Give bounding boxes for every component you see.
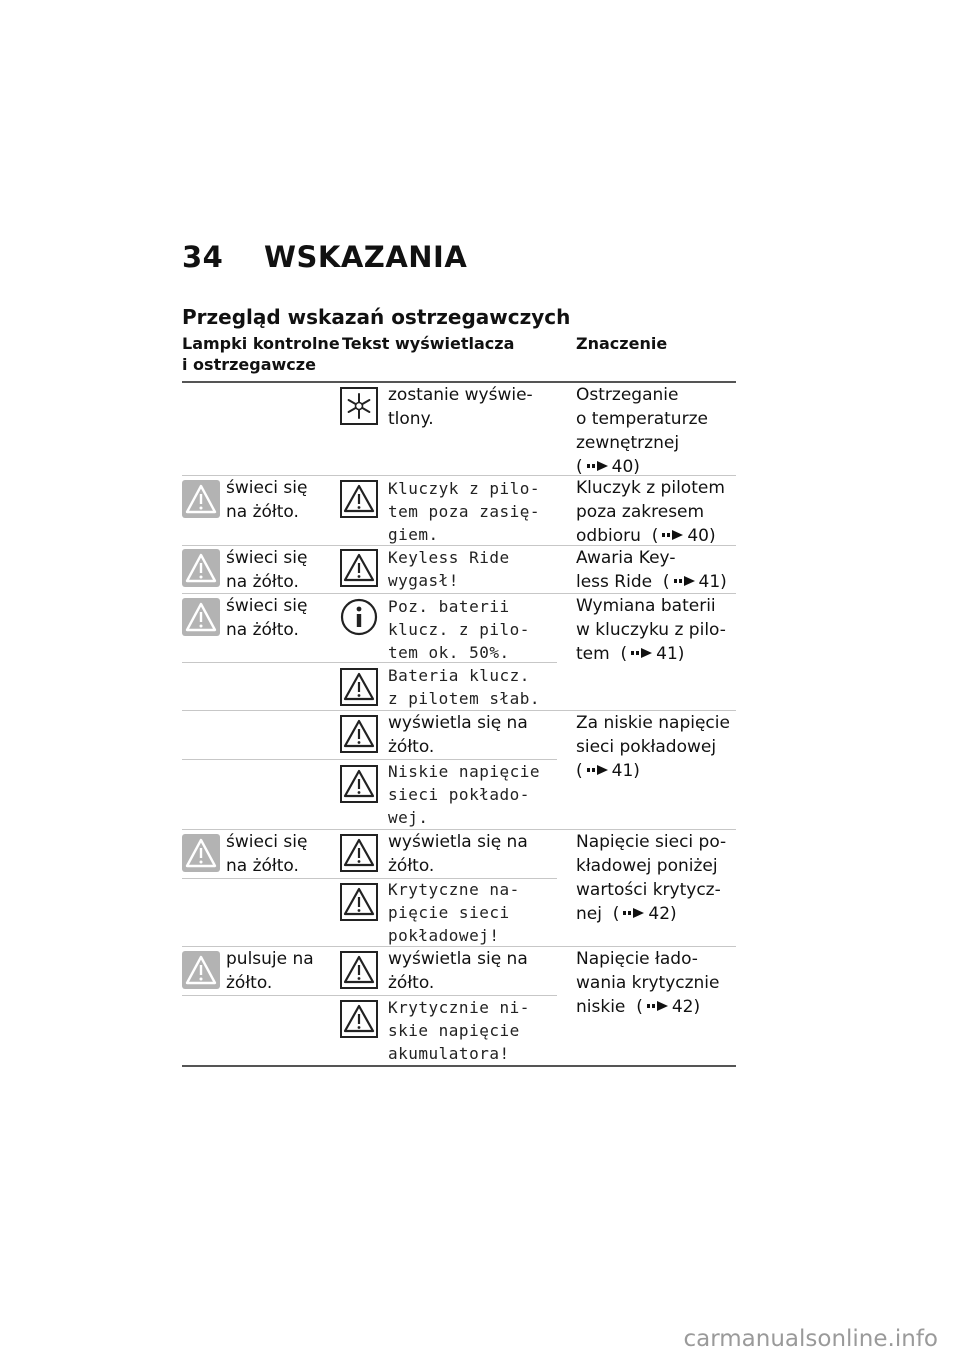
warning-lamp-icon [182, 480, 220, 518]
warning-lamp-icon [182, 834, 220, 872]
warning-triangle-icon [340, 549, 378, 587]
meaning-text: Awaria Key- less Ride ( 41) [576, 548, 727, 592]
meaning-text: Napięcie sieci po- kładowej poniżej wartości krytycz- nej ( 42) [576, 832, 727, 924]
warning-triangle-icon [340, 951, 378, 989]
warning-lamp-icon [182, 549, 220, 587]
warning-triangle-icon [340, 480, 378, 518]
column-header-display: Tekst wyświetlacza [342, 334, 515, 353]
display-text: wyświetla się na żółto. [388, 832, 528, 876]
page-ref-arrow-icon [587, 460, 609, 472]
display-text: Kluczyk z pilo- tem poza zasię- giem. [388, 479, 540, 544]
warning-triangle-icon [340, 1000, 378, 1038]
page-reference[interactable]: odbioru ( 40) [576, 526, 716, 546]
warning-triangle-icon [340, 834, 378, 872]
page-reference[interactable]: nej ( 42) [576, 904, 677, 924]
warning-triangle-icon [340, 765, 378, 803]
meaning-text: Kluczyk z pilotem poza zakresem odbioru ( 40) [576, 478, 725, 546]
warning-lamp-icon [182, 598, 220, 636]
page-ref-arrow-icon [587, 764, 609, 776]
display-text: zostanie wyświe- tlony. [388, 385, 533, 429]
page-reference[interactable]: ( 41) [576, 761, 640, 781]
page-ref-arrow-icon [647, 1000, 669, 1012]
page-ref-arrow-icon [631, 647, 653, 659]
section-title: Przegląd wskazań ostrzegawczych [182, 305, 571, 329]
page-ref-arrow-icon [674, 575, 696, 587]
column-header-meaning: Znaczenie [576, 334, 668, 353]
meaning-text: Wymiana baterii w kluczyku z pilo- tem ( 41) [576, 596, 726, 664]
chapter-title: WSKAZANIA [264, 240, 468, 274]
page-reference[interactable]: less Ride ( 41) [576, 572, 727, 592]
display-text: Poz. baterii klucz. z pilo- tem ok. 50%. [388, 597, 530, 662]
page-ref-arrow-icon [623, 907, 645, 919]
table-bottom-rule [182, 1065, 736, 1067]
display-text: Niskie napięcie sieci pokłado- wej. [388, 762, 540, 827]
display-text: Krytyczne na- pięcie sieci pokładowej! [388, 880, 520, 945]
display-text: wyświetla się na żółto. [388, 949, 528, 993]
page-number: 34 [182, 240, 224, 274]
meaning-text: Ostrzeganie o temperaturze zewnętrznej ( 40) [576, 385, 708, 477]
lamp-status-text: świeci się na żółto. [226, 832, 308, 876]
watermark: carmanualsonline.info [683, 1326, 938, 1352]
page-header [182, 240, 467, 274]
meaning-text: Za niskie napięcie sieci pokładowej ( 41) [576, 713, 730, 781]
page-reference[interactable]: tem ( 41) [576, 644, 685, 664]
lamp-status-text: pulsuje na żółto. [226, 949, 314, 993]
info-icon [340, 598, 378, 636]
lamp-status-text: świeci się na żółto. [226, 596, 308, 640]
lamp-status-text: świeci się na żółto. [226, 478, 308, 522]
lamp-status-text: świeci się na żółto. [226, 548, 308, 592]
display-text: wyświetla się na żółto. [388, 713, 528, 757]
meaning-text: Napięcie łado- wania krytycznie niskie ( 42) [576, 949, 720, 1017]
snowflake-icon [340, 387, 378, 425]
column-header-lamps: Lampki kontrolne i ostrzegawcze [182, 334, 340, 374]
page-reference[interactable]: ( 40) [576, 457, 640, 477]
display-text: Keyless Ride wygasł! [388, 548, 510, 590]
warning-triangle-icon [340, 715, 378, 753]
display-text: Krytycznie ni- skie napięcie akumulatora! [388, 998, 530, 1063]
display-text: Bateria klucz. z pilotem słab. [388, 666, 540, 708]
warning-triangle-icon [340, 668, 378, 706]
warning-triangle-icon [340, 883, 378, 921]
page-reference[interactable]: niskie ( 42) [576, 997, 701, 1017]
page-ref-arrow-icon [662, 529, 684, 541]
warning-lamp-icon [182, 951, 220, 989]
